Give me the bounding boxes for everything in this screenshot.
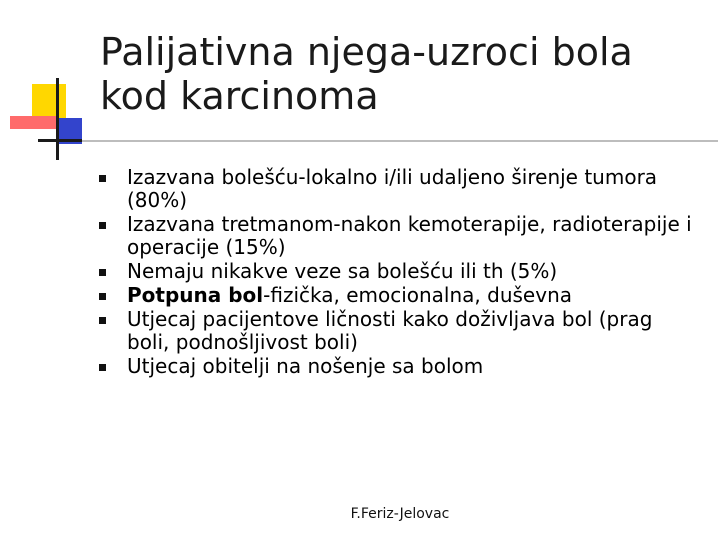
- bullet-text: Nemaju nikakve veze sa bolešću ili th (5%): [127, 259, 558, 283]
- list-item: [98, 355, 698, 378]
- bullet-square-icon: [99, 317, 106, 324]
- title-line-1: Palijativna njega-uzroci bola: [100, 30, 633, 74]
- list-item: [98, 284, 698, 307]
- list-item: [98, 260, 698, 283]
- slide-title: [100, 30, 700, 118]
- bullet-square-icon: [99, 175, 106, 182]
- ornament-dark-hline: [38, 139, 82, 142]
- bullet-list: [98, 166, 698, 379]
- ornament-dark-vline: [56, 78, 59, 160]
- bullet-square-icon: [99, 269, 106, 276]
- footer-author: F.Feriz-Jelovac: [350, 506, 450, 522]
- list-item: [98, 213, 698, 259]
- list-item: [98, 166, 698, 212]
- bullet-square-icon: [99, 293, 106, 300]
- bullet-text: Izazvana bolešću-lokalno i/ili udaljeno širenje tumora (80%): [127, 165, 658, 212]
- list-item: [98, 308, 698, 354]
- bullet-text: -fizička, emocionalna, duševna: [263, 283, 573, 307]
- bullet-text: Utjecaj obitelji na nošenje sa bolom: [127, 354, 484, 378]
- bullet-text: Izazvana tretmanom-nakon kemoterapije, radioterapije i operacije (15%): [127, 212, 692, 259]
- bullet-square-icon: [99, 222, 106, 229]
- bullet-bold-text: Potpuna bol: [127, 283, 264, 307]
- ornament-red-bar: [10, 116, 56, 129]
- title-line-2: kod karcinoma: [100, 74, 379, 118]
- title-underline-rule: [38, 140, 718, 142]
- bullet-text: Utjecaj pacijentove ličnosti kako doživljava bol (prag boli, podnošljivost boli): [127, 307, 653, 354]
- bullet-square-icon: [99, 364, 106, 371]
